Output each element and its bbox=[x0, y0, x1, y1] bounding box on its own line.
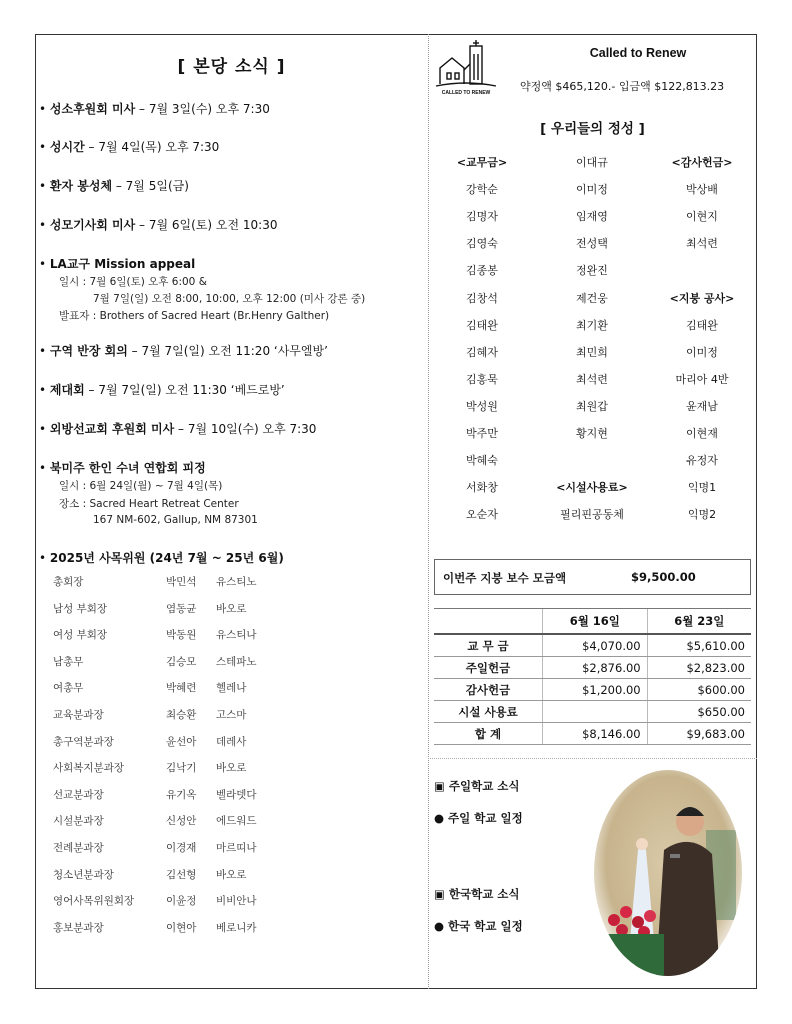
officer-role: 전례분과장 bbox=[53, 842, 104, 854]
officer-role: 사회복지분과장 bbox=[53, 762, 125, 775]
campaign-amounts: 약정액 $465,120.- 입금액 $122,813.23 bbox=[520, 80, 725, 93]
donor-name: 전성택 bbox=[576, 237, 608, 251]
retreat-address-line: 167 NM-602, Gallup, NM 87301 bbox=[93, 514, 258, 526]
korean-school-title: ▣ 한국학교 소식 bbox=[434, 887, 520, 901]
donor-name: 마리아 4반 bbox=[675, 372, 729, 386]
event-item: • 구역 반장 회의 – 7월 7일(일) 오전 11:20 ‘사무엘방’ bbox=[39, 344, 328, 358]
donor-name: 박주만 bbox=[466, 427, 498, 440]
roof-fund-box bbox=[434, 559, 751, 595]
mission-speaker-line: 발표자 : Brothers of Sacred Heart (Br.Henry Galther) bbox=[59, 310, 330, 322]
finance-row-label: 합 계 bbox=[434, 723, 543, 745]
event-item: • 환자 봉성체 – 7월 5일(금) bbox=[39, 179, 189, 193]
donor-name: 김혜자 bbox=[466, 345, 498, 359]
roof-fund-amount: $9,500.00 bbox=[631, 570, 696, 584]
donor-name: 임재영 bbox=[576, 210, 608, 224]
council-heading: • 2025년 사목위원 (24년 7월 ~ 25년 6월) bbox=[39, 551, 284, 565]
finance-amount: $9,683.00 bbox=[647, 723, 751, 745]
officer-name: 김승모 bbox=[166, 655, 197, 668]
donor-name: 김영숙 bbox=[466, 237, 498, 251]
finance-row bbox=[434, 723, 751, 745]
giving-section-title: [ 우리들의 정성 ] bbox=[540, 121, 645, 137]
giving-category-header: <시설사용료> bbox=[556, 481, 628, 495]
donor-name: 제건웅 bbox=[576, 291, 608, 305]
retreat-place-line: 장소 : Sacred Heart Retreat Center bbox=[59, 498, 239, 510]
officer-baptismal-name: 베로니카 bbox=[216, 921, 257, 934]
officer-role: 영어사목위원회장 bbox=[53, 895, 135, 908]
donor-name: 최원갑 bbox=[576, 399, 608, 413]
officer-name: 이현아 bbox=[166, 921, 197, 934]
finance-row bbox=[434, 679, 751, 701]
donor-name: 김태완 bbox=[686, 318, 718, 332]
donor-name: 필리핀공동체 bbox=[560, 508, 624, 522]
sunday-school-item: ● 주일 학교 일정 bbox=[434, 811, 523, 825]
finance-amount: $8,146.00 bbox=[543, 723, 648, 745]
officer-baptismal-name: 스테파노 bbox=[216, 655, 257, 668]
officer-name: 유기옥 bbox=[166, 788, 197, 801]
parish-news-column bbox=[35, 34, 428, 989]
officer-role: 홍보분과장 bbox=[53, 921, 104, 934]
officer-baptismal-name: 바오로 bbox=[216, 602, 247, 615]
officer-name: 박민석 bbox=[166, 576, 197, 588]
donor-name: 이미정 bbox=[686, 345, 718, 359]
officer-baptismal-name: 비비안나 bbox=[216, 895, 257, 908]
giving-category-header: <지붕 공사> bbox=[669, 291, 735, 305]
finance-table bbox=[434, 608, 751, 745]
officer-role: 총구역분과장 bbox=[53, 735, 114, 748]
donor-name: 박상배 bbox=[686, 183, 718, 197]
donor-name: 익명1 bbox=[687, 481, 717, 495]
donor-name: 최석련 bbox=[686, 237, 718, 251]
donor-name: 황지현 bbox=[576, 427, 608, 440]
donor-name: 박혜숙 bbox=[466, 454, 498, 468]
donor-name: 최민희 bbox=[576, 345, 608, 359]
officer-name: 김선형 bbox=[166, 868, 197, 881]
right-column bbox=[428, 34, 757, 989]
finance-row bbox=[434, 701, 751, 723]
event-item: • 성소후원회 미사 – 7월 3일(수) 오후 7:30 bbox=[39, 102, 270, 116]
finance-amount: $5,610.00 bbox=[647, 634, 751, 657]
officer-baptismal-name: 유스티나 bbox=[216, 629, 257, 642]
finance-header bbox=[434, 609, 543, 635]
finance-amount: $2,823.00 bbox=[647, 657, 751, 679]
event-item: • 외방선교회 후원회 미사 – 7월 10일(수) 오후 7:30 bbox=[39, 422, 317, 436]
officer-role: 남총무 bbox=[53, 655, 84, 668]
officer-name: 이경재 bbox=[166, 842, 197, 854]
event-item: • LA교구 Mission appeal bbox=[39, 257, 196, 271]
finance-row-label: 교 무 금 bbox=[434, 634, 543, 657]
donor-name: 김태완 bbox=[466, 318, 498, 332]
finance-header: 6월 16일 bbox=[543, 609, 648, 635]
officer-baptismal-name: 바오로 bbox=[216, 868, 247, 881]
officer-name: 최승환 bbox=[166, 709, 197, 721]
officer-baptismal-name: 데레사 bbox=[216, 735, 247, 748]
officer-role: 남성 부회장 bbox=[53, 602, 108, 615]
donor-name: 오순자 bbox=[466, 508, 498, 522]
officer-role: 시설분과장 bbox=[53, 815, 104, 828]
finance-row-label: 감사헌금 bbox=[434, 679, 543, 701]
officer-name: 염동균 bbox=[166, 602, 197, 615]
donor-name: 박성원 bbox=[466, 399, 498, 413]
officer-baptismal-name: 벨라뎃다 bbox=[216, 788, 257, 801]
giving-category-header: <교무금> bbox=[456, 156, 508, 169]
finance-amount: $600.00 bbox=[647, 679, 751, 701]
sunday-school-title: ▣ 주일학교 소식 bbox=[434, 779, 520, 793]
officer-name: 김낙기 bbox=[166, 762, 197, 775]
finance-row-label: 시설 사용료 bbox=[434, 701, 543, 723]
event-item: • 제대회 – 7월 7일(일) 오전 11:30 ‘베드로방’ bbox=[39, 383, 285, 397]
officer-name: 윤선아 bbox=[166, 735, 197, 748]
donor-name: 윤재남 bbox=[686, 399, 718, 413]
donor-name: 익명2 bbox=[687, 508, 717, 522]
korean-school-item: ● 한국 학교 일정 bbox=[434, 919, 523, 933]
finance-header-row bbox=[434, 609, 751, 635]
officer-baptismal-name: 마르띠나 bbox=[216, 842, 257, 854]
mission-date-line: 7월 7일(일) 오전 8:00, 10:00, 오후 12:00 (미사 강론 중) bbox=[93, 293, 366, 305]
donor-name: 김홍묵 bbox=[466, 372, 498, 386]
finance-amount: $1,200.00 bbox=[543, 679, 648, 701]
officer-baptismal-name: 고스마 bbox=[216, 709, 247, 721]
finance-row-label: 주일헌금 bbox=[434, 657, 543, 679]
dotted-divider bbox=[428, 758, 757, 759]
event-item: • 성모기사회 미사 – 7월 6일(토) 오전 10:30 bbox=[39, 218, 278, 232]
donor-name: 김창석 bbox=[466, 291, 498, 305]
called-to-renew-title: Called to Renew bbox=[589, 46, 687, 60]
event-item: • 북미주 한인 수녀 연합회 피정 bbox=[39, 461, 206, 475]
donor-name: 유정자 bbox=[686, 454, 718, 468]
donor-name: 이현재 bbox=[686, 427, 718, 440]
roof-fund-label: 이번주 지붕 보수 모금액 bbox=[443, 571, 567, 585]
finance-amount bbox=[543, 701, 648, 723]
donor-name: 최기환 bbox=[576, 318, 608, 332]
officer-name: 이윤정 bbox=[166, 895, 197, 908]
event-item: • 성시간 – 7월 4일(목) 오후 7:30 bbox=[39, 140, 220, 154]
officer-baptismal-name: 에드워드 bbox=[216, 815, 257, 828]
donor-name: 이대규 bbox=[576, 156, 608, 169]
donor-name: 강학순 bbox=[466, 183, 498, 197]
donor-name: 이미정 bbox=[576, 183, 608, 197]
officer-baptismal-name: 헬레나 bbox=[216, 682, 247, 695]
officer-name: 신성안 bbox=[166, 815, 197, 828]
officer-role: 여성 부회장 bbox=[53, 629, 108, 642]
donor-name: 정완진 bbox=[576, 264, 608, 278]
finance-row bbox=[434, 634, 751, 657]
officer-name: 박동원 bbox=[166, 629, 197, 642]
finance-amount: $4,070.00 bbox=[543, 634, 648, 657]
priest-photo bbox=[594, 770, 742, 976]
finance-row bbox=[434, 657, 751, 679]
giving-category-header: <감사헌금> bbox=[671, 156, 733, 169]
finance-amount: $650.00 bbox=[647, 701, 751, 723]
called-to-renew-logo bbox=[434, 40, 498, 96]
finance-amount: $2,876.00 bbox=[543, 657, 648, 679]
donor-name: 이현지 bbox=[686, 210, 718, 224]
officer-role: 교육분과장 bbox=[53, 709, 104, 721]
officer-role: 총회장 bbox=[53, 576, 84, 588]
officer-baptismal-name: 유스티노 bbox=[216, 576, 257, 588]
donor-name: 김종봉 bbox=[466, 264, 498, 278]
donor-name: 최석련 bbox=[576, 372, 608, 386]
officer-role: 선교분과장 bbox=[53, 788, 104, 801]
officer-name: 박혜련 bbox=[166, 682, 197, 695]
mission-date-line: 일시 : 7월 6일(토) 오후 6:00 & bbox=[59, 276, 207, 288]
donor-name: 김명자 bbox=[466, 210, 498, 224]
retreat-date-line: 일시 : 6월 24일(월) ~ 7월 4일(목) bbox=[59, 480, 223, 492]
donor-name: 서화창 bbox=[466, 481, 498, 495]
finance-header: 6월 23일 bbox=[647, 609, 751, 635]
officer-baptismal-name: 바오로 bbox=[216, 762, 247, 775]
parish-news-title: [ 본당 소식 ] bbox=[177, 57, 286, 77]
officer-role: 청소년분과장 bbox=[53, 868, 114, 881]
svg-text:CALLED TO RENEW: CALLED TO RENEW bbox=[441, 90, 491, 96]
officer-role: 여총무 bbox=[53, 682, 84, 695]
